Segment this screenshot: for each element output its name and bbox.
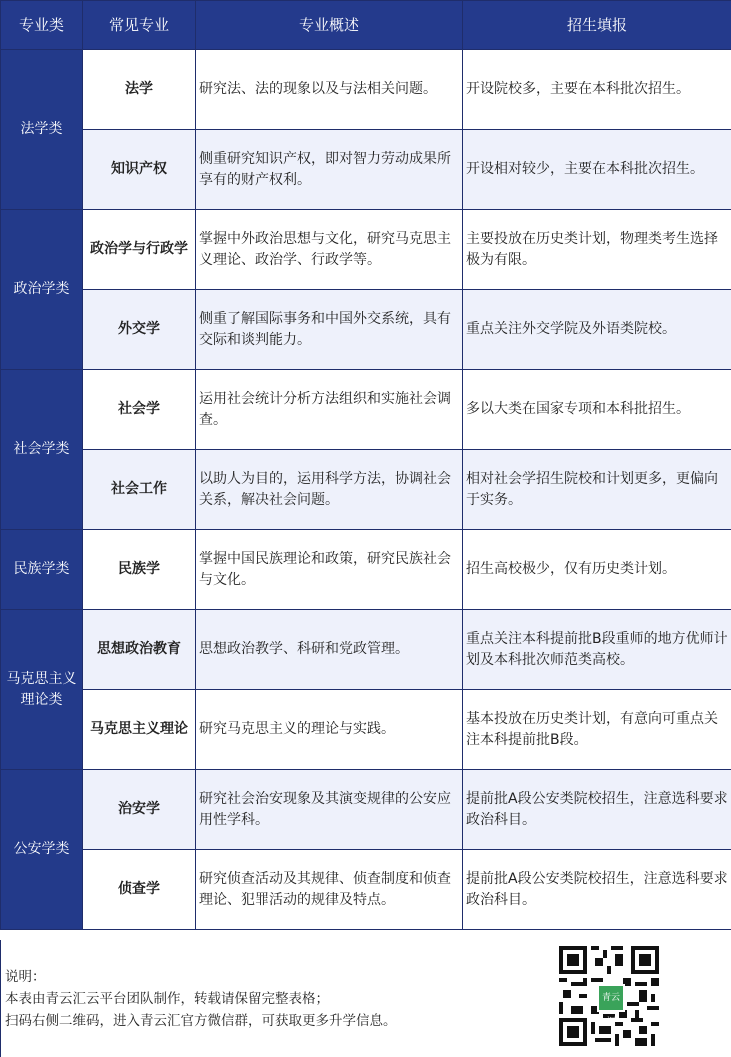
overview-cell: 掌握中国民族理论和政策，研究民族社会与文化。 xyxy=(196,530,463,610)
major-cell: 法学 xyxy=(83,50,196,130)
overview-cell: 以助人为目的，运用科学方法，协调社会关系，解决社会问题。 xyxy=(196,450,463,530)
table-row xyxy=(1,130,731,210)
table-row xyxy=(1,770,731,850)
admission-cell: 多以大类在国家专项和本科批招生。 xyxy=(463,370,731,450)
table-header-row xyxy=(1,1,731,50)
admission-cell: 基本投放在历史类计划，有意向可重点关注本科提前批B段。 xyxy=(463,690,731,770)
overview-cell: 掌握中外政治思想与文化，研究马克思主义理论、政治学、行政学等。 xyxy=(196,210,463,290)
overview-cell: 研究侦查活动及其规律、侦查制度和侦查理论、犯罪活动的规律及特点。 xyxy=(196,850,463,930)
header-overview: 专业概述 xyxy=(196,1,463,50)
admission-cell: 重点关注本科提前批B段重师的地方优师计划及本科批次师范类高校。 xyxy=(463,610,731,690)
table-row xyxy=(1,210,731,290)
overview-cell: 运用社会统计分析方法组织和实施社会调查。 xyxy=(196,370,463,450)
table-row xyxy=(1,610,731,690)
admission-cell: 提前批A段公安类院校招生，注意选科要求政治科目。 xyxy=(463,850,731,930)
overview-cell: 思想政治教学、科研和党政管理。 xyxy=(196,610,463,690)
table-row xyxy=(1,290,731,370)
table-row xyxy=(1,530,731,610)
header-major: 常见专业 xyxy=(83,1,196,50)
major-cell: 外交学 xyxy=(83,290,196,370)
notes-heading: 说明： xyxy=(5,969,46,985)
category-cell: 政治学类 xyxy=(1,210,83,370)
admission-cell: 开设相对较少，主要在本科批次招生。 xyxy=(463,130,731,210)
overview-cell: 侧重了解国际事务和中国外交系统，具有交际和谈判能力。 xyxy=(196,290,463,370)
major-cell: 思想政治教育 xyxy=(83,610,196,690)
footer xyxy=(0,940,731,1057)
admission-cell: 提前批A段公安类院校招生，注意选科要求政治科目。 xyxy=(463,770,731,850)
admission-cell: 开设院校多，主要在本科批次招生。 xyxy=(463,50,731,130)
qr-logo: 青云汇 xyxy=(597,984,625,1012)
table-row xyxy=(1,450,731,530)
notes-line: 本表由青云汇云平台团队制作，转载请保留完整表格； xyxy=(5,991,329,1007)
header-category: 专业类 xyxy=(1,1,83,50)
major-cell: 马克思主义理论 xyxy=(83,690,196,770)
category-cell: 马克思主义理论类 xyxy=(1,610,83,770)
major-cell: 社会工作 xyxy=(83,450,196,530)
category-cell: 民族学类 xyxy=(1,530,83,610)
header-admission: 招生填报 xyxy=(463,1,731,50)
category-cell: 法学类 xyxy=(1,50,83,210)
major-cell: 政治学与行政学 xyxy=(83,210,196,290)
major-cell: 社会学 xyxy=(83,370,196,450)
table-row xyxy=(1,690,731,770)
category-cell: 社会学类 xyxy=(1,370,83,530)
footer-notes xyxy=(5,966,397,1032)
major-cell: 民族学 xyxy=(83,530,196,610)
category-cell: 公安学类 xyxy=(1,770,83,930)
admission-cell: 主要投放在历史类计划，物理类考生选择极为有限。 xyxy=(463,210,731,290)
admission-cell: 相对社会学招生院校和计划更多，更偏向于实务。 xyxy=(463,450,731,530)
notes-line: 扫码右侧二维码，进入青云汇官方微信群，可获取更多升学信息。 xyxy=(5,1013,397,1029)
major-cell: 治安学 xyxy=(83,770,196,850)
major-cell: 侦查学 xyxy=(83,850,196,930)
major-cell: 知识产权 xyxy=(83,130,196,210)
table-row xyxy=(1,850,731,930)
table-row xyxy=(1,370,731,450)
overview-cell: 研究马克思主义的理论与实践。 xyxy=(196,690,463,770)
admission-cell: 招生高校极少，仅有历史类计划。 xyxy=(463,530,731,610)
admission-cell: 重点关注外交学院及外语类院校。 xyxy=(463,290,731,370)
overview-cell: 研究法、法的现象以及与法相关问题。 xyxy=(196,50,463,130)
table-row xyxy=(1,50,731,130)
overview-cell: 研究社会治安现象及其演变规律的公安应用性学科。 xyxy=(196,770,463,850)
overview-cell: 侧重研究知识产权，即对智力劳动成果所享有的财产权利。 xyxy=(196,130,463,210)
